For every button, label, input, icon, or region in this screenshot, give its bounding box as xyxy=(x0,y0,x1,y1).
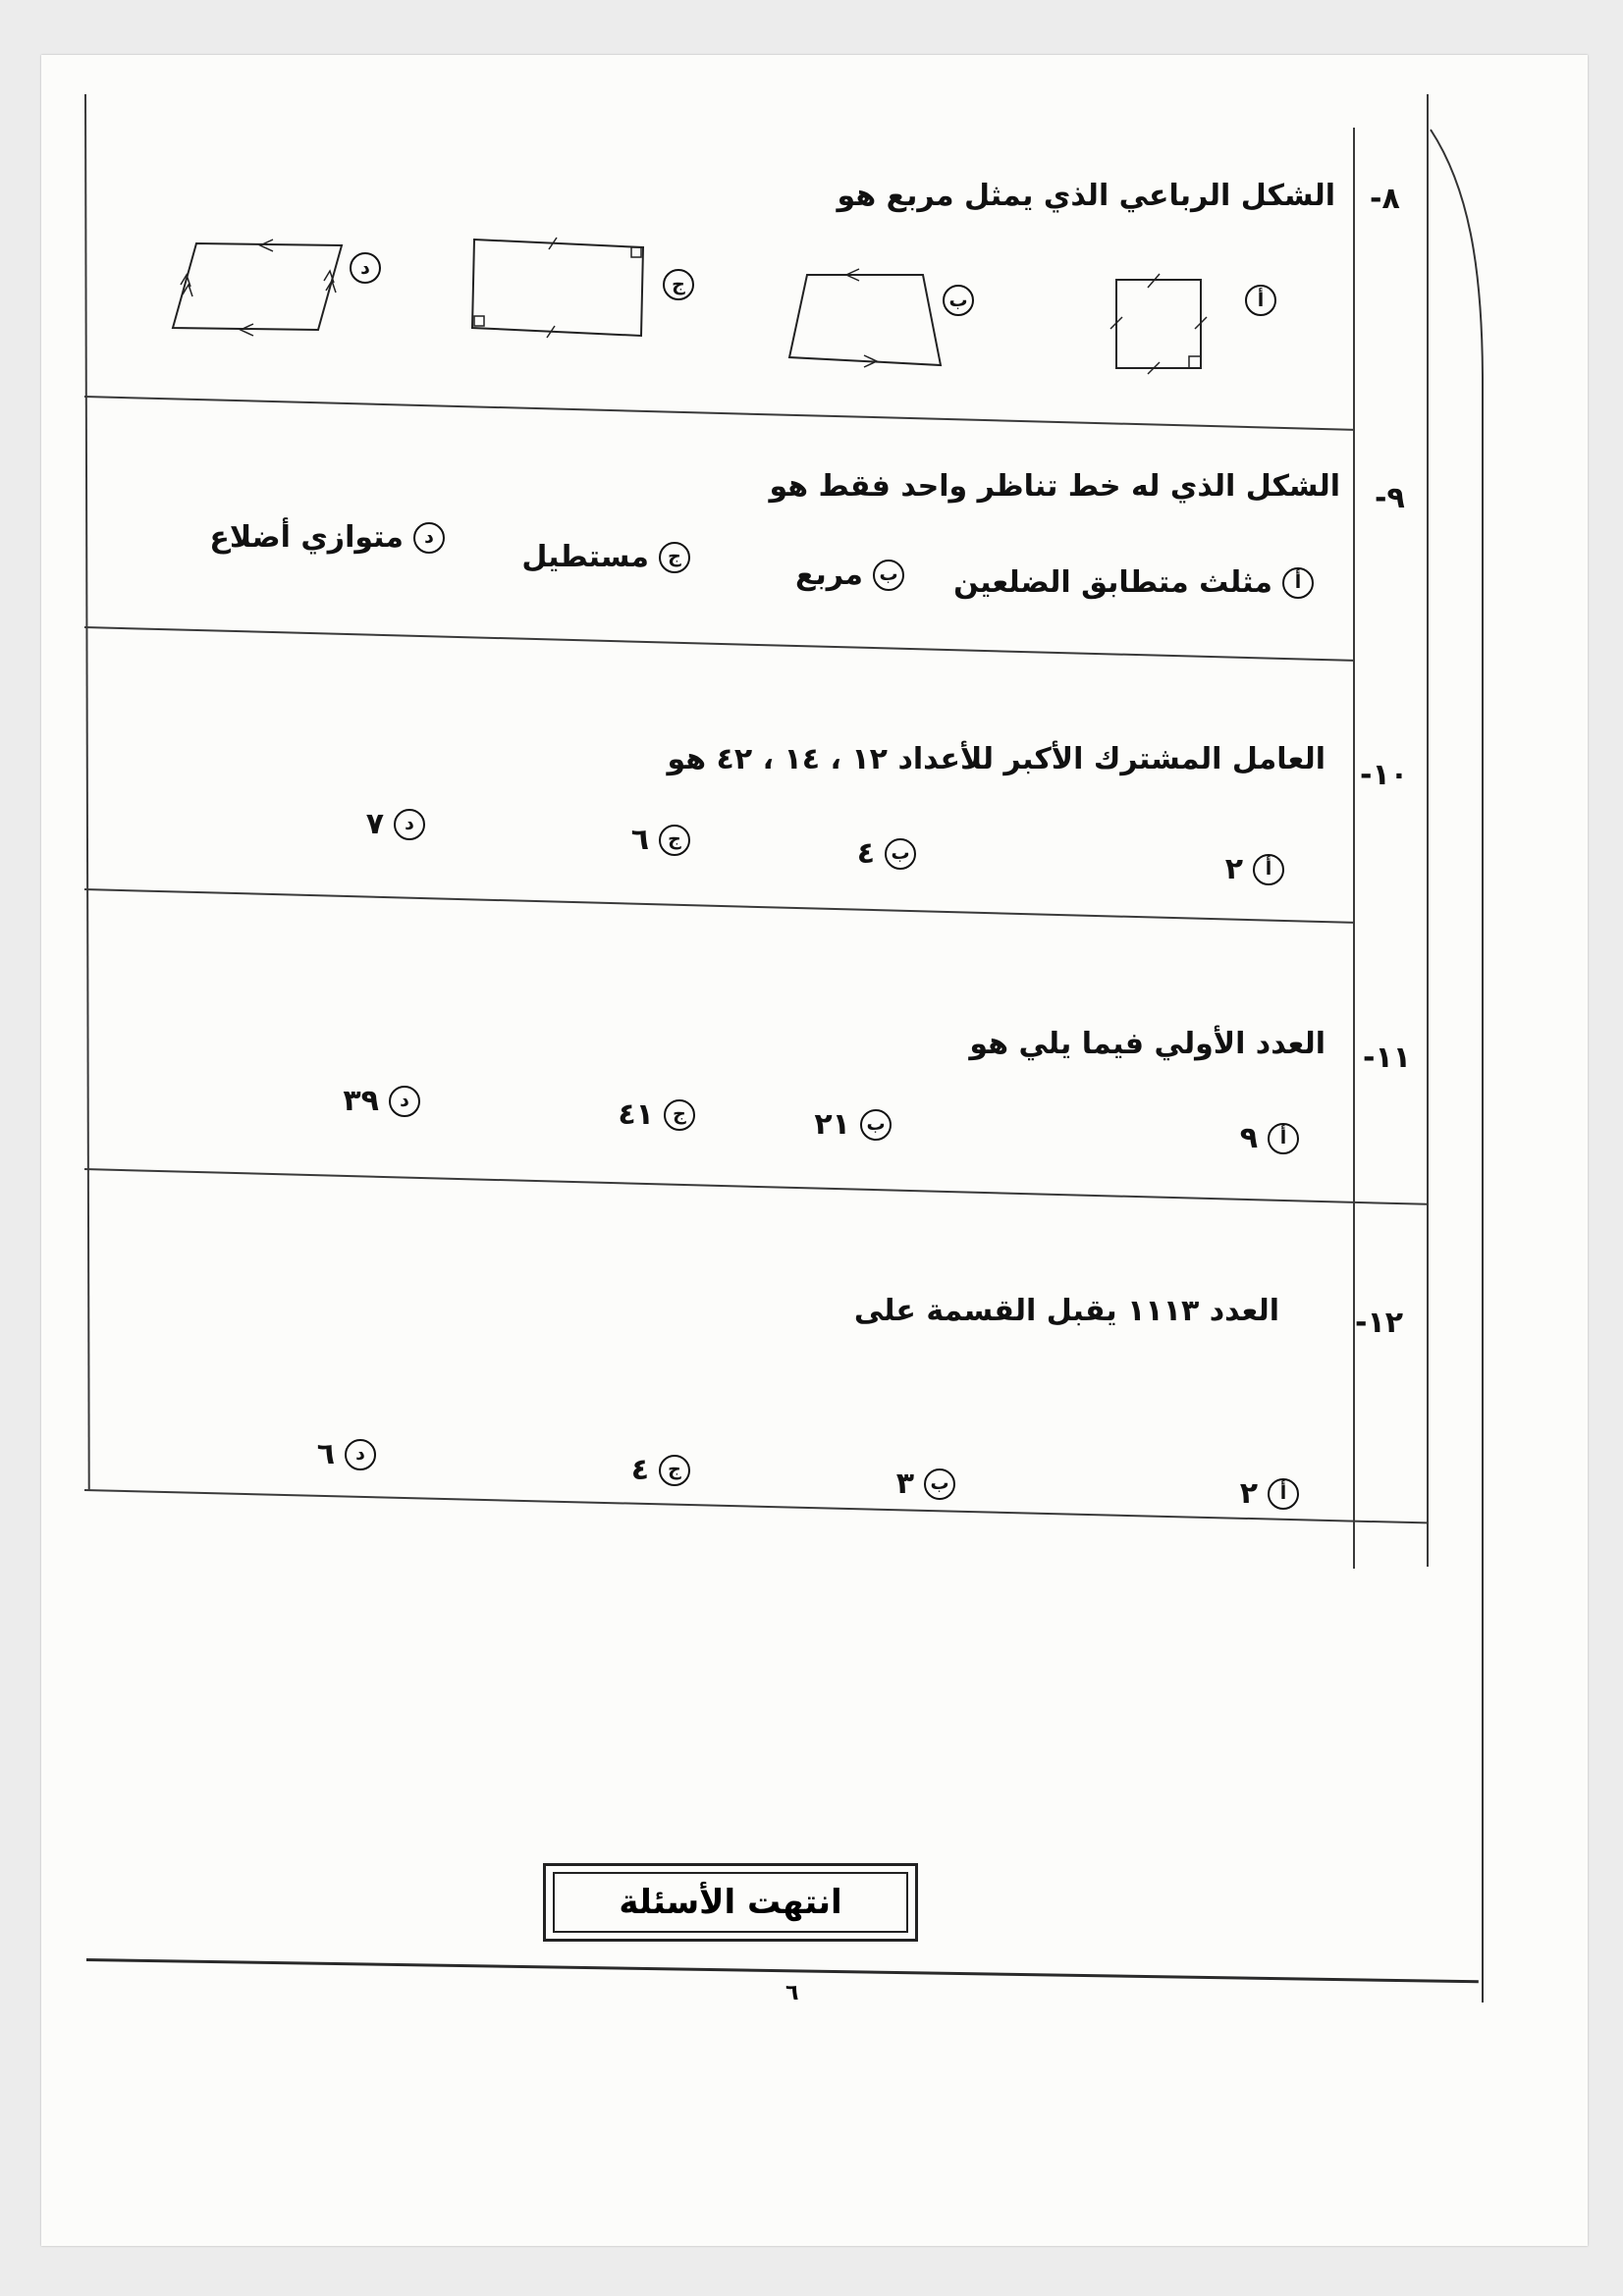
option-c[interactable] xyxy=(631,823,690,857)
option-mark: د xyxy=(350,252,381,284)
option-a[interactable] xyxy=(1225,852,1284,886)
option-label: مربع xyxy=(795,558,863,592)
option-d[interactable] xyxy=(317,1437,376,1471)
end-of-questions-label: انتهت الأسئلة xyxy=(553,1872,908,1933)
option-label: ٣٩ xyxy=(343,1084,379,1118)
question-number: ١٢- xyxy=(1355,1306,1404,1340)
trapezoid-icon xyxy=(785,263,947,371)
option-mark: ج xyxy=(664,1099,695,1131)
option-label: ٩ xyxy=(1239,1121,1258,1155)
option-c[interactable] xyxy=(631,1453,690,1487)
question-text: العدد ١١١٣ يقبل القسمة على xyxy=(853,1294,1279,1328)
option-mark: د xyxy=(394,809,425,840)
question-text: الشكل الرباعي الذي يمثل مربع هو xyxy=(837,179,1335,213)
option-label: مستطيل xyxy=(521,540,649,574)
option-label: ٣ xyxy=(895,1467,914,1501)
option-mark: ج xyxy=(663,269,694,300)
option-label: ٦ xyxy=(630,823,649,857)
option-label: ٢ xyxy=(1224,852,1243,886)
option-label: ٤ xyxy=(630,1453,649,1487)
question-text: الشكل الذي له خط تناظر واحد فقط هو xyxy=(769,469,1340,504)
option-mark: أ xyxy=(1268,1123,1299,1154)
option-c[interactable] xyxy=(663,269,694,300)
page-edge-curve xyxy=(1429,128,1488,2002)
option-mark: ج xyxy=(659,542,690,573)
option-label: ٢١ xyxy=(814,1107,850,1142)
page-number: ٦ xyxy=(785,1981,799,2005)
option-mark: ج xyxy=(659,825,690,856)
option-mark: ب xyxy=(885,838,916,870)
option-a[interactable] xyxy=(1240,1476,1299,1511)
question-text: العدد الأولي فيما يلي هو xyxy=(969,1027,1325,1061)
question-number: ١٠- xyxy=(1360,758,1409,792)
option-b[interactable] xyxy=(795,558,904,592)
option-mark: أ xyxy=(1253,854,1284,885)
option-d[interactable] xyxy=(343,1084,420,1118)
question-number: ٩- xyxy=(1375,481,1405,515)
option-d[interactable] xyxy=(209,520,445,555)
option-mark: ب xyxy=(943,285,974,316)
option-b[interactable] xyxy=(814,1107,892,1142)
option-label: ٤ xyxy=(856,836,875,871)
option-mark: أ xyxy=(1268,1478,1299,1510)
option-d[interactable] xyxy=(366,807,425,841)
end-of-questions-box xyxy=(543,1863,918,1942)
option-a[interactable] xyxy=(1245,285,1276,316)
option-mark: د xyxy=(413,522,445,554)
option-a[interactable] xyxy=(1240,1121,1299,1155)
option-mark: أ xyxy=(1282,567,1314,599)
question-number: ٨- xyxy=(1370,182,1400,216)
square-icon xyxy=(1105,270,1213,378)
option-d[interactable] xyxy=(350,252,381,284)
option-mark: د xyxy=(389,1086,420,1117)
rectangle-icon xyxy=(466,234,648,342)
option-label: ٦ xyxy=(316,1437,335,1471)
option-mark: د xyxy=(345,1439,376,1470)
option-label: مثلث متطابق الضلعين xyxy=(953,565,1272,600)
option-a[interactable] xyxy=(953,565,1314,600)
question-number: ١١- xyxy=(1363,1041,1412,1075)
option-mark: ب xyxy=(924,1468,955,1500)
option-label: ٢ xyxy=(1239,1476,1258,1511)
number-column-divider xyxy=(1353,128,1355,1569)
option-label: متوازي أضلاع xyxy=(209,520,404,555)
option-label: ٤١ xyxy=(618,1097,654,1132)
option-mark: ب xyxy=(873,560,904,591)
option-label: ٧ xyxy=(365,807,384,841)
parallelogram-icon xyxy=(167,236,349,339)
option-mark: ج xyxy=(659,1455,690,1486)
option-c[interactable] xyxy=(618,1097,695,1132)
option-b[interactable] xyxy=(857,836,916,871)
option-c[interactable] xyxy=(521,540,690,574)
question-text: العامل المشترك الأكبر للأعداد ١٢ ، ١٤ ، ٤٢ هو xyxy=(667,742,1325,776)
option-b[interactable] xyxy=(896,1467,955,1501)
option-mark: ب xyxy=(860,1109,892,1141)
option-mark: أ xyxy=(1245,285,1276,316)
